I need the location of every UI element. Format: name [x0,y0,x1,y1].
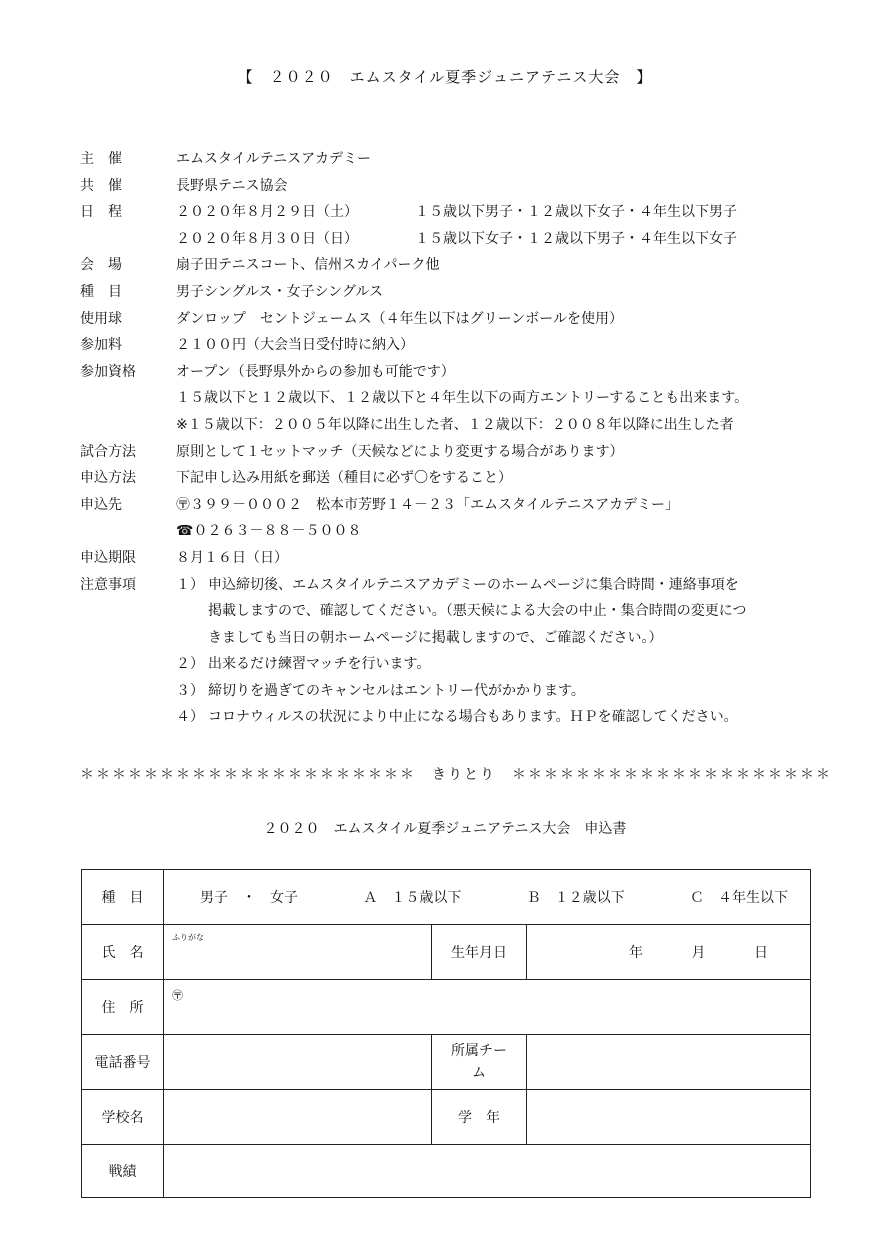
form-row-event [82,870,811,925]
info-row-eligibility [80,359,840,386]
info-row-eligibility-3 [80,412,840,439]
postal-mark-icon: 〶 [172,989,183,1002]
info-value: 男子シングルス・女子シングルス [176,283,384,300]
school-field[interactable] [164,1090,432,1145]
note-number: ３） [176,682,204,699]
info-value: 扇子田テニスコート、信州スカイパーク他 [176,257,440,274]
info-label: 会 場 [80,257,122,274]
cut-line: ＊＊＊＊＊＊＊＊＊＊＊＊＊＊＊＊＊＊＊＊＊ きりとり ＊＊＊＊＊＊＊＊＊＊＊＊＊＊＊＊＊＊＊＊ [80,767,832,783]
note-number: １） [176,576,204,593]
info-label: 申込期限 [80,549,136,566]
note-text: 締切りを過ぎてのキャンセルはエントリー代がかかります。 [208,682,585,699]
info-value: ２１００円（大会当日受付時に納入） [176,337,414,354]
team-label-2: ム [472,1065,486,1081]
school-label: 学校名 [82,1090,164,1145]
year-label: 年 [629,945,643,961]
info-row-eligibility-2 [80,385,840,412]
info-row-apply-method [80,465,840,492]
birthdate-label: 生年月日 [432,925,527,980]
category-b[interactable]: Ｂ １２歳以下 [526,890,625,906]
info-label: 参加料 [80,337,122,354]
info-value: ８月１６日（日） [176,549,288,566]
form-title: ２０２０ エムスタイル夏季ジュニアテニス大会 申込書 [263,821,627,837]
category-c[interactable]: Ｃ ４年生以下 [689,890,788,906]
notes-row-2 [80,651,840,678]
phone-field[interactable] [164,1035,432,1090]
record-label: 戦績 [82,1145,164,1198]
notes-row-4 [80,704,840,731]
info-label: 申込先 [80,496,122,513]
info-row-organizer [80,146,840,173]
info-label: 使用球 [80,310,122,327]
info-value: 原則として１セットマッチ（天候などにより変更する場合があります） [176,443,624,460]
category-a[interactable]: Ａ １５歳以下 [363,890,462,906]
notes-label: 注意事項 [80,576,136,593]
notes-row-1 [80,572,840,599]
info-row-event [80,279,840,306]
form-row-phone [82,1035,811,1090]
info-value: 〶３９９－０００２ 松本市芳野１４－２３「エムスタイルテニスアカデミー」 [176,496,680,513]
month-label: 月 [691,945,706,961]
info-value: ２０２０年８月２９日（土） [176,204,358,221]
info-value: １５歳以下と１２歳以下、１２歳以下と４年生以下の両方エントリーすることも出来ます。 [176,390,749,407]
info-value: ２０２０年８月３０日（日） [176,230,358,247]
grade-label: 学 年 [432,1090,527,1145]
info-row-match-format [80,439,840,466]
address-field[interactable] [164,980,811,1035]
phone-label: 電話番号 [82,1035,164,1090]
page-title: 【 ２０２０ エムスタイル夏季ジュニアテニス大会 】 [237,68,653,86]
info-value: ☎０２６３－８８－５００８ [176,523,362,540]
furigana-label: ふりがな [172,933,204,942]
form-row-school [82,1090,811,1145]
info-label: 共 催 [80,177,122,194]
info-row-apply-to [80,492,840,519]
team-field[interactable] [527,1035,811,1090]
note-text: 出来るだけ練習マッチを行います。 [208,656,431,673]
info-row-deadline [80,545,840,572]
info-value-events: １５歳以下女子・１２歳以下男子・４年生以下女子 [415,230,737,247]
info-value: エムスタイルテニスアカデミー [176,151,372,167]
birthdate-field[interactable] [527,925,811,980]
info-value: ※１５歳以下：２００５年以降に出生した者、１２歳以下：２００８年以降に出生した者 [176,416,734,433]
info-value: 長野県テニス協会 [176,177,288,194]
info-value: オープン（長野県外からの参加も可能です） [176,363,455,380]
info-row-ball [80,306,840,333]
form-row-name [82,925,811,980]
grade-field[interactable] [527,1090,811,1145]
name-field[interactable] [164,925,432,980]
info-label: 主 催 [80,151,122,167]
day-label: 日 [754,945,768,961]
event-choices[interactable] [164,870,811,925]
note-text: 申込締切後、エムスタイルテニスアカデミーのホームページに集合時間・連絡事項を [208,576,739,593]
form-row-record [82,1145,811,1198]
gender-choice[interactable]: 男子 ・ 女子 [200,890,298,906]
note-text: 掲載しますので、確認してください。（悪天候による大会の中止・集合時間の変更につ [208,603,747,620]
application-form [81,869,811,1198]
form-row-address [82,980,811,1035]
info-row-schedule [80,199,840,226]
info-label: 申込方法 [80,470,136,487]
info-label: 参加資格 [80,363,136,380]
note-text: コロナウィルスの状況により中止になる場合もあります。ＨＰを確認してください。 [208,709,738,726]
info-label: 種 目 [80,283,122,300]
event-info [80,146,840,731]
record-field[interactable] [164,1145,811,1198]
info-row-schedule-2 [80,226,840,253]
note-number: ４） [176,709,204,726]
info-row-fee [80,332,840,359]
info-label: 試合方法 [80,443,136,460]
info-row-cohost [80,173,840,200]
info-value-events: １５歳以下男子・１２歳以下女子・４年生以下男子 [415,204,737,221]
info-row-phone [80,518,840,545]
note-text: きましても当日の朝ホームページに掲載しますので、ご確認ください。） [208,629,663,646]
notes-row-1c [80,625,840,652]
notes-row-3 [80,678,840,705]
note-number: ２） [176,656,204,673]
info-label: 日 程 [80,204,122,221]
address-label: 住 所 [82,980,164,1035]
notes-row-1b [80,598,840,625]
event-label: 種 目 [82,870,164,925]
info-value: 下記申し込み用紙を郵送（種目に必ず〇をすること） [176,470,512,487]
info-row-venue [80,252,840,279]
info-value: ダンロップ セントジェームス（４年生以下はグリーンボールを使用） [176,310,624,327]
team-label [432,1035,527,1090]
team-label-1: 所属チー [451,1043,507,1059]
name-label: 氏 名 [82,925,164,980]
